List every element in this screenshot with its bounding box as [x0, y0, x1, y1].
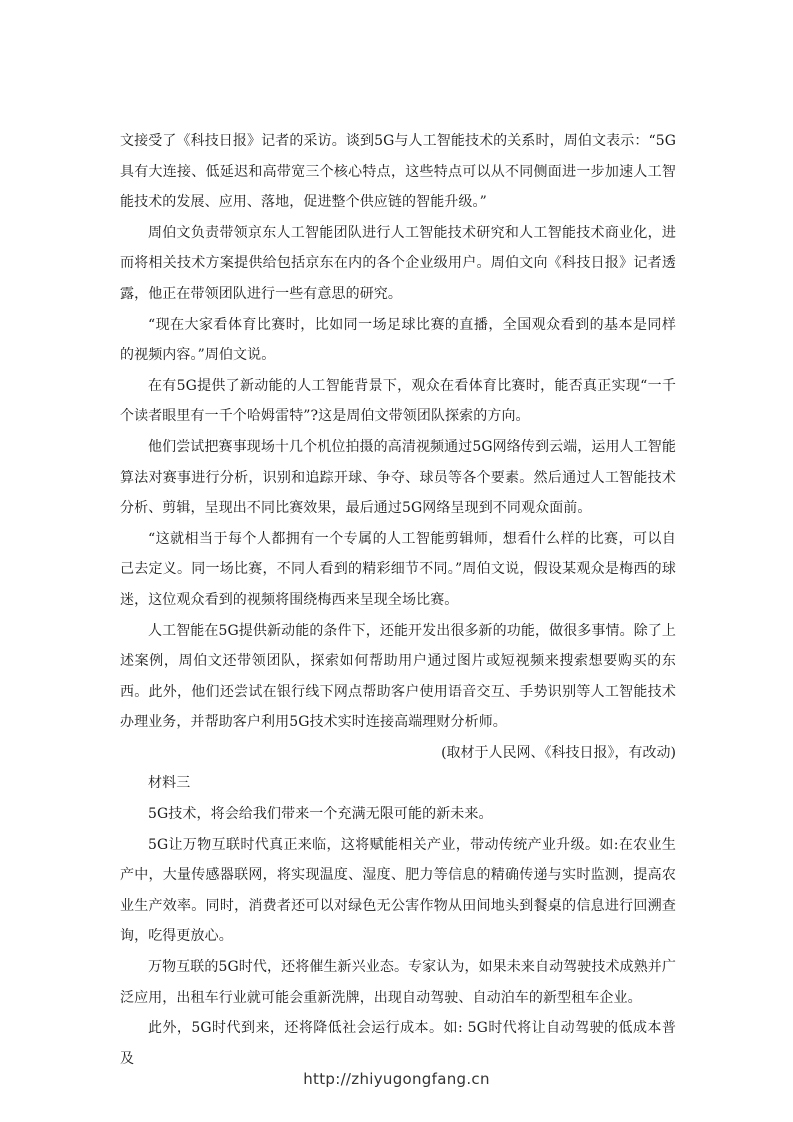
source-note: (取材于人民网、《科技日报》，有改动): [441, 744, 676, 761]
paragraph-8: 5G技术，将会给我们带来一个充满无限可能的新未来。: [148, 806, 493, 823]
paragraph-4: 在有5G提供了新动能的人工智能背景下，观众在看体育比赛时，能否真正实现“一千个读者眼里有一千个哈姆雷特”?这是周伯文带领团队探索的方向。: [120, 377, 676, 425]
document-body: [120, 126, 676, 1074]
paragraph-6: “这就相当于每个人都拥有一个专属的人工智能剪辑师，想看什么样的比赛，可以自己去定义。同一场比赛，不同人看到的精彩细节不同。”周伯文说，假设某观众是梅西的球迷，这位观众看到的视频将围绕梅西来呈现全场比赛。: [120, 530, 676, 608]
paragraph-2: 周伯文负责带领京东人工智能团队进行人工智能技术研究和人工智能技术商业化，进而将相关技术方案提供给包括京东在内的各个企业级用户。周伯文向《科技日报》记者透露，他正在带领团队进行一些有意思的研究。: [120, 224, 676, 302]
paragraph-5: 他们尝试把赛事现场十几个机位拍摄的高清视频通过5G网络传到云端，运用人工智能算法对赛事进行分析，识别和追踪开球、争夺、球员等各个要素。然后通过人工智能技术分析、剪辑，呈现出不同比赛效果，最后通过5G网络呈现到不同观众面前。: [120, 438, 676, 517]
paragraph-3: “现在大家看体育比赛时，比如同一场足球比赛的直播，全国观众看到的基本是同样的视频内容。”周伯文说。: [120, 316, 676, 364]
footer-url: http://zhiyugongfang.cn: [303, 1070, 490, 1088]
paragraph-11: 此外，5G时代到来，还将降低社会运行成本。如: 5G时代将让自动驾驶的低成本普及: [120, 1020, 676, 1067]
paragraph-1: 文接受了《科技日报》记者的采访。谈到5G与人工智能技术的关系时，周伯文表示：“5G具有大连接、低延迟和高带宽三个核心特点，这些特点可以从不同侧面进一步加速人工智能技术的发展、应用、落地，促进整个供应链的智能升级。”: [120, 133, 676, 211]
paragraph-10: 万物互联的5G时代，还将催生新兴业态。专家认为，如果未来自动驾驶技术成熟并广泛应用，出租车行业就可能会重新洗牌，出现自动驾驶、自动泊车的新型租车企业。: [120, 959, 676, 1006]
section-label: 材料三: [148, 775, 191, 792]
paragraph-9: 5G让万物互联时代真正来临，这将赋能相关产业，带动传统产业升级。如:在农业生产中，大量传感器联网，将实现温度、湿度、肥力等信息的精确传递与实时监测，提高农业生产效率。同时，消费者还可以对绿色无公害作物从田间地头到餐桌的信息进行回溯查询，吃得更放心。: [120, 836, 676, 945]
paragraph-7: 人工智能在5G提供新动能的条件下，还能开发出很多新的功能，做很多事情。除了上述案例，周伯文还带领团队，探索如何帮助用户通过图片或短视频来搜索想要购买的东西。此外，他们还尝试在银行线下网点帮助客户使用语音交互、手势识别等人工智能技术办理业务，并帮助客户利用5G技术实时连接高端理财分析师。: [120, 622, 676, 731]
